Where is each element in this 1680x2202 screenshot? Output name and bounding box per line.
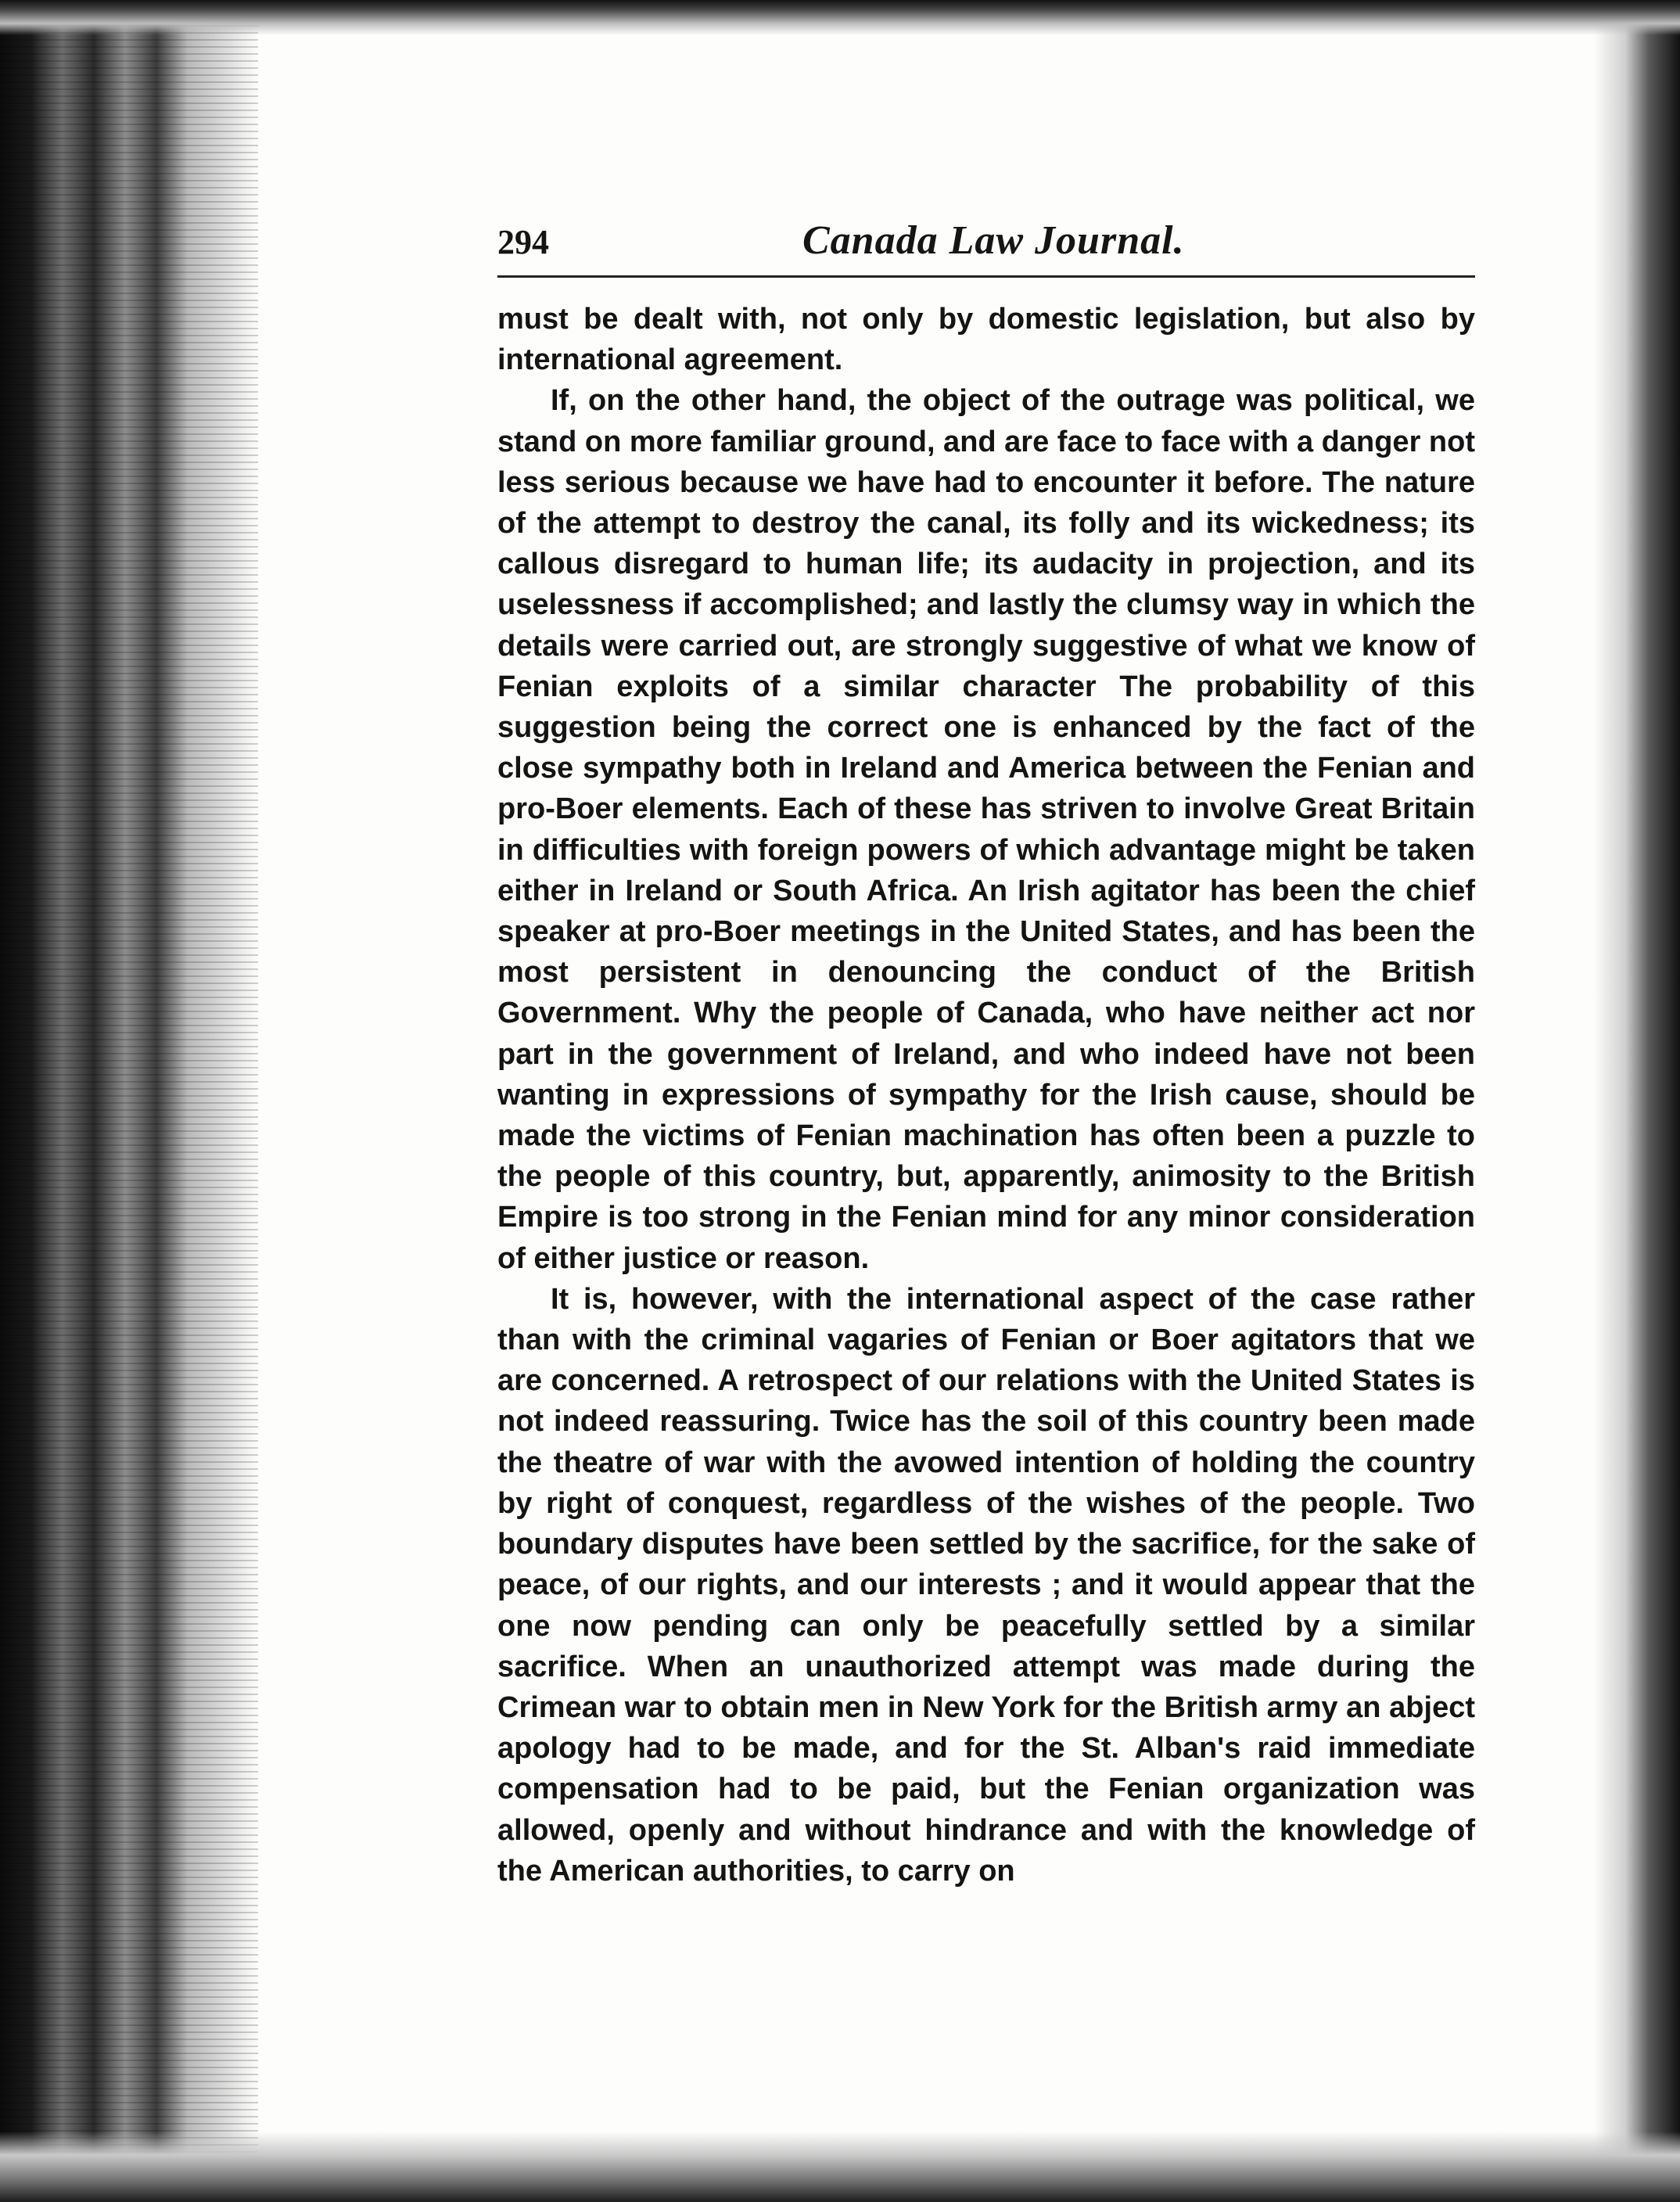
page-number: 294 [497,223,549,261]
page-edge-shadow-bottom [0,2132,1680,2202]
paragraph-political-outrage: If, on the other hand, the object of the outrage was political, we stand on more familiar ground, and are face to face with a danger not less serious because we have had to encounter it before. The nature of the attempt to destroy the canal, its folly and its wickedness; its callous disregard to human life; its audacity in projection, and its uselessness if accomplished; and lastly the clumsy way in which the details were carried out, are strongly suggestive of what we know of Fenian exploits of a similar character The probability of this suggestion being the correct one is enhanced by the fact of the close sympathy both in Ireland and America between the Fenian and pro-Boer elements. Each of these has striven to involve Great Britain in difficulties with foreign powers of which advantage might be taken either in Ireland or South Africa. An Irish agitator has been the chief speaker at pro-Boer meetings in the United States, and has been the most persistent in denouncing the conduct of the British Government. Why the people of Canada, who have neither act nor part in the government of Ireland, and who indeed have not been wanting in expressions of sympathy for the Irish cause, should be made the victims of Fenian machination has often been a puzzle to the people of this country, but, apparently, animosity to the British Empire is too strong in the Fenian mind for any minor consideration of either justice or reason. [497,384,1475,1275]
paragraph-international-aspect: It is, however, with the international aspect of the case rather than with the criminal vagaries of Fenian or Boer agitators that we are concerned. A retrospect of our relations with the United States is not indeed reassuring. Twice has the soil of this country been made the theatre of war with the avowed intention of holding the country by right of conquest, regardless of the wishes of the people. Two boundary disputes have been settled by the sacrifice, for the sake of peace, of our rights, and our interests ; and it would appear that the one now pending can only be peacefully settled by a similar sacrifice. When an unauthorized attempt was made during the Crimean war to obtain men in New York for the British army an abject apology had to be made, and for the St. Alban's raid immediate compensation had to be paid, but the Fenian organization was allowed, openly and without hindrance and with the knowledge of the American authorities, to carry on [497,1282,1475,1888]
header-rule [497,275,1475,278]
page-edge-shadow-right [1594,0,1680,2202]
running-title: Canada Law Journal. [802,218,1185,263]
book-spine-shadow [0,0,258,2202]
page-edge-shadow-top [0,0,1680,35]
article-body [497,299,1475,1891]
paragraph-continuation: must be dealt with, not only by domestic legislation, but also by international agreement. [497,303,1475,377]
running-header [497,217,1475,272]
